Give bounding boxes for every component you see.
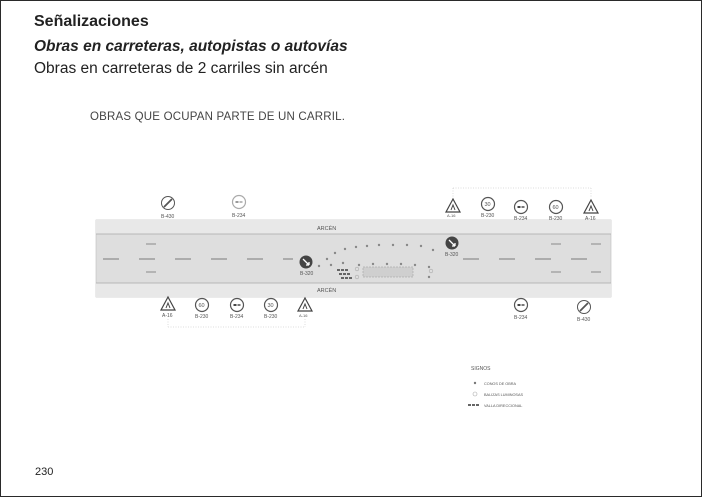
subtopic-title: Obras en carreteras de 2 carriles sin arcén [34, 60, 328, 77]
legend-item-cones: CONOS DE OBRA [484, 382, 517, 386]
speed-limit-sign-icon [550, 201, 563, 214]
speed-limit-sign-icon [482, 198, 495, 211]
marker-code-2: B-320 [445, 252, 459, 258]
directional-barrier-icon [468, 404, 479, 406]
roadworks-triangle-sign-icon [584, 200, 598, 213]
speed-limit-sign-icon [265, 299, 278, 312]
top-sign-code-3: A-16 [447, 213, 456, 218]
roadworks-triangle-sign-icon [161, 297, 175, 310]
beacon-icon [473, 392, 477, 396]
keep-right-sign-icon [300, 256, 313, 269]
diagonal-arrow-sign-icon [578, 301, 591, 314]
bottom-sign-code-6: B-234 [514, 315, 528, 321]
top-speed-value-1: 30 [484, 202, 491, 208]
top-speed-value-2: 60 [552, 205, 559, 211]
work-area [363, 267, 413, 277]
roadworks-triangle-sign-icon [446, 199, 460, 212]
no-overtaking-sign-icon [515, 299, 528, 312]
bottom-sign-code-7: B-430 [577, 317, 591, 323]
speed-limit-sign-icon [196, 299, 209, 312]
shoulder-label-bottom: ARCÉN [317, 288, 337, 294]
page-number: 230 [35, 466, 54, 478]
bottom-shoulder [96, 283, 611, 297]
diagonal-arrow-sign-icon [162, 197, 175, 210]
cone-icon [474, 382, 476, 384]
roadworks-triangle-sign-icon [298, 298, 312, 311]
legend-title: SIGNOS [471, 366, 491, 372]
topic-title: Obras en carreteras, autopistas o autovías [34, 38, 348, 55]
no-overtaking-sign-icon [233, 196, 246, 209]
no-overtaking-sign-icon [515, 201, 528, 214]
section-title: Señalizaciones [34, 13, 149, 30]
bottom-sign-code-1: A-16 [162, 313, 173, 319]
top-sign-code-2: B-234 [232, 213, 246, 219]
bottom-sign-code-2: B-230 [195, 314, 209, 320]
bottom-sign-code-3: B-234 [230, 314, 244, 320]
bottom-speed-value-2: 30 [267, 303, 274, 309]
diagram-title: OBRAS QUE OCUPAN PARTE DE UN CARRIL. [90, 111, 346, 123]
bottom-sign-code-4: B-230 [264, 314, 278, 320]
legend [468, 366, 524, 408]
legend-item-beacons: BALIZAS LUMINOSAS [484, 393, 524, 397]
shoulder-label-top: ARCÉN [317, 226, 337, 232]
top-distance-guides [453, 188, 591, 197]
bottom-distance-guides [168, 319, 305, 327]
road-diagram [1, 1, 701, 496]
top-sign-code-1: B-430 [161, 214, 175, 220]
top-sign-code-7: A-16 [585, 216, 596, 222]
top-sign-code-4: B-230 [481, 213, 495, 219]
top-sign-code-6: B-230 [549, 216, 563, 222]
marker-code-1: B-320 [300, 271, 314, 277]
keep-right-sign-icon [446, 237, 459, 250]
top-shoulder [96, 220, 611, 234]
no-overtaking-sign-icon [231, 299, 244, 312]
bottom-speed-value-1: 60 [198, 303, 205, 309]
top-sign-code-5: B-234 [514, 216, 528, 222]
bottom-sign-code-5: A-16 [299, 313, 308, 318]
legend-item-barrier: VALLA DIRECCIONAL [484, 404, 523, 408]
